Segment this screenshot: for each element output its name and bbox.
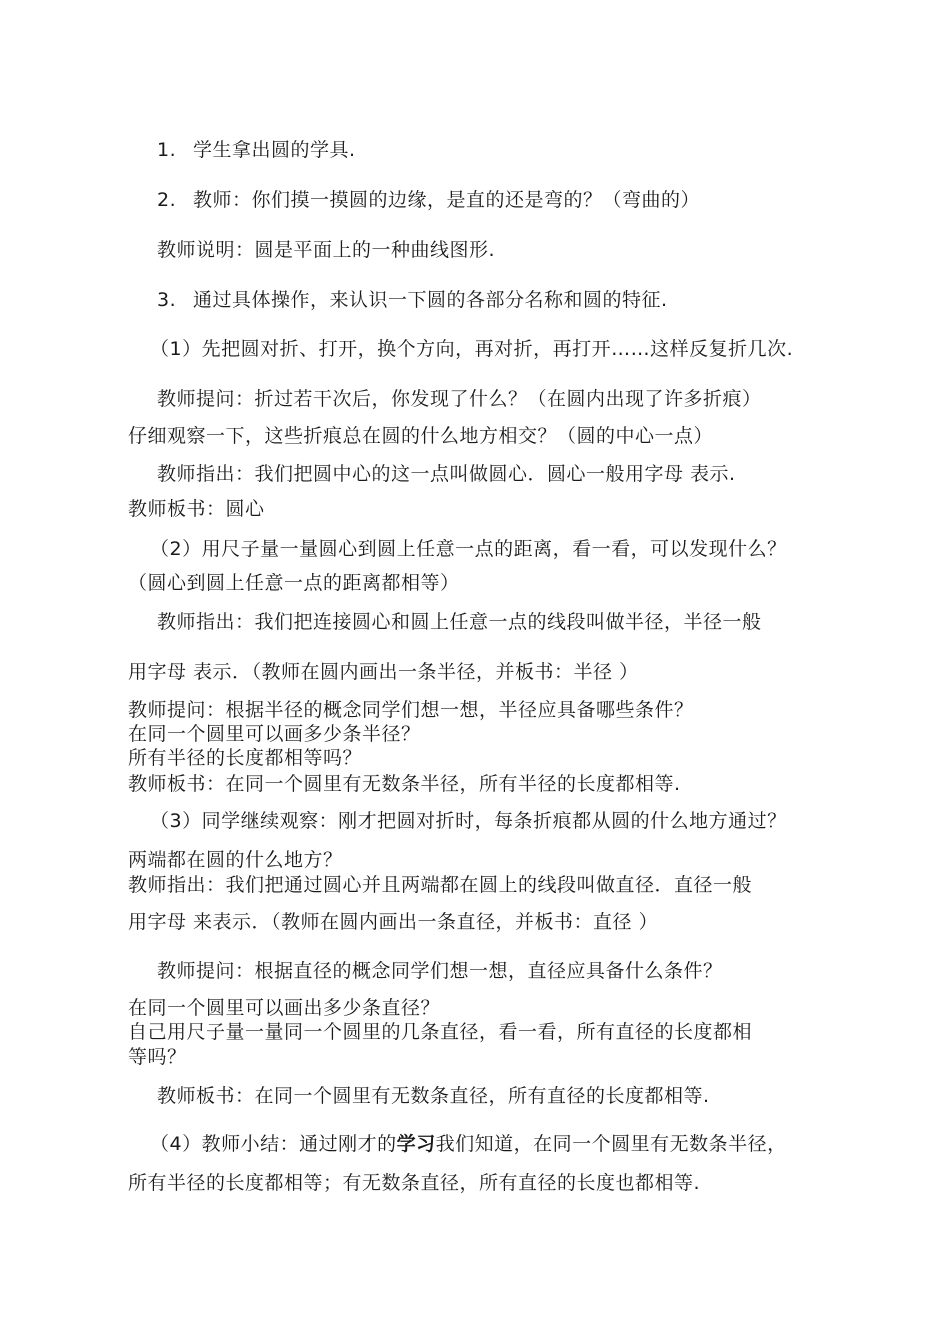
item-text: 通过具体操作，来认识一下圆的各部分名称和圆的特征. [193,289,668,311]
paragraph-line [150,1131,787,1157]
paragraph-line: 教师指出：我们把圆中心的这一点叫做圆心．圆心一般用字母 表示. [157,463,736,485]
paragraph-line: （2）用尺子量一量圆心到圆上任意一点的距离，看一看，可以发现什么？ [150,538,787,560]
summary-text: 我们知道，在同一个圆里有无数条半径， [435,1133,787,1155]
item-1 [157,137,356,163]
paragraph-line: 教师指出：我们把通过圆心并且两端都在圆上的线段叫做直径．直径一般 [128,874,753,896]
paragraph-line: 用字母 来表示．（教师在圆内画出一条直径，并板书：直径 ） [128,911,659,933]
paragraph-line: 教师提问：折过若干次后，你发现了什么？（在圆内出现了许多折痕） [157,388,762,410]
item-number: 3. [157,289,177,311]
paragraph-line: （圆心到圆上任意一点的距离都相等） [128,572,460,594]
paragraph-line: 教师提问：根据直径的概念同学们想一想，直径应具备什么条件？ [157,960,723,982]
teacher-note: 教师说明：圆是平面上的一种曲线图形. [157,239,496,261]
paragraph-line: 教师板书：在同一个圆里有无数条半径，所有半径的长度都相等. [128,773,681,795]
paragraph-line: 教师板书：圆心 [128,498,265,520]
item-text: 学生拿出圆的学具. [193,139,356,161]
summary-emphasis: 学习 [396,1133,436,1155]
summary-text: （4）教师小结：通过刚才的 [150,1133,397,1155]
paragraph-line: 仔细观察一下，这些折痕总在圆的什么地方相交？（圆的中心一点） [128,425,714,447]
paragraph-line: 等吗？ [128,1046,187,1068]
paragraph-line: 两端都在圆的什么地方？ [128,849,343,871]
paragraph-line: （1）先把圆对折、打开，换个方向，再对折，再打开……这样反复折几次. [150,338,794,360]
paragraph-line: 教师板书：在同一个圆里有无数条直径，所有直径的长度都相等. [157,1085,710,1107]
item-2 [157,187,700,213]
paragraph-line: 教师提问：根据半径的概念同学们想一想，半径应具备哪些条件？ [128,699,694,721]
paragraph-line: 在同一个圆里可以画出多少条直径？ [128,997,441,1019]
item-text: 教师：你们摸一摸圆的边缘，是直的还是弯的？（弯曲的） [193,189,701,211]
item-number: 1. [157,139,177,161]
paragraph-line: 所有半径的长度都相等吗？ [128,747,363,769]
paragraph-line: 在同一个圆里可以画多少条半径？ [128,723,421,745]
item-3 [157,287,668,313]
paragraph-line: 所有半径的长度都相等；有无数条直径，所有直径的长度也都相等. [128,1172,701,1194]
paragraph-line: （3）同学继续观察：刚才把圆对折时，每条折痕都从圆的什么地方通过？ [150,810,787,832]
item-number: 2. [157,189,177,211]
paragraph-line: 自己用尺子量一量同一个圆里的几条直径，看一看，所有直径的长度都相 [128,1021,753,1043]
paragraph-line: 用字母 表示．（教师在圆内画出一条半径，并板书：半径 ） [128,661,639,683]
paragraph-line: 教师指出：我们把连接圆心和圆上任意一点的线段叫做半径，半径一般 [157,611,762,633]
